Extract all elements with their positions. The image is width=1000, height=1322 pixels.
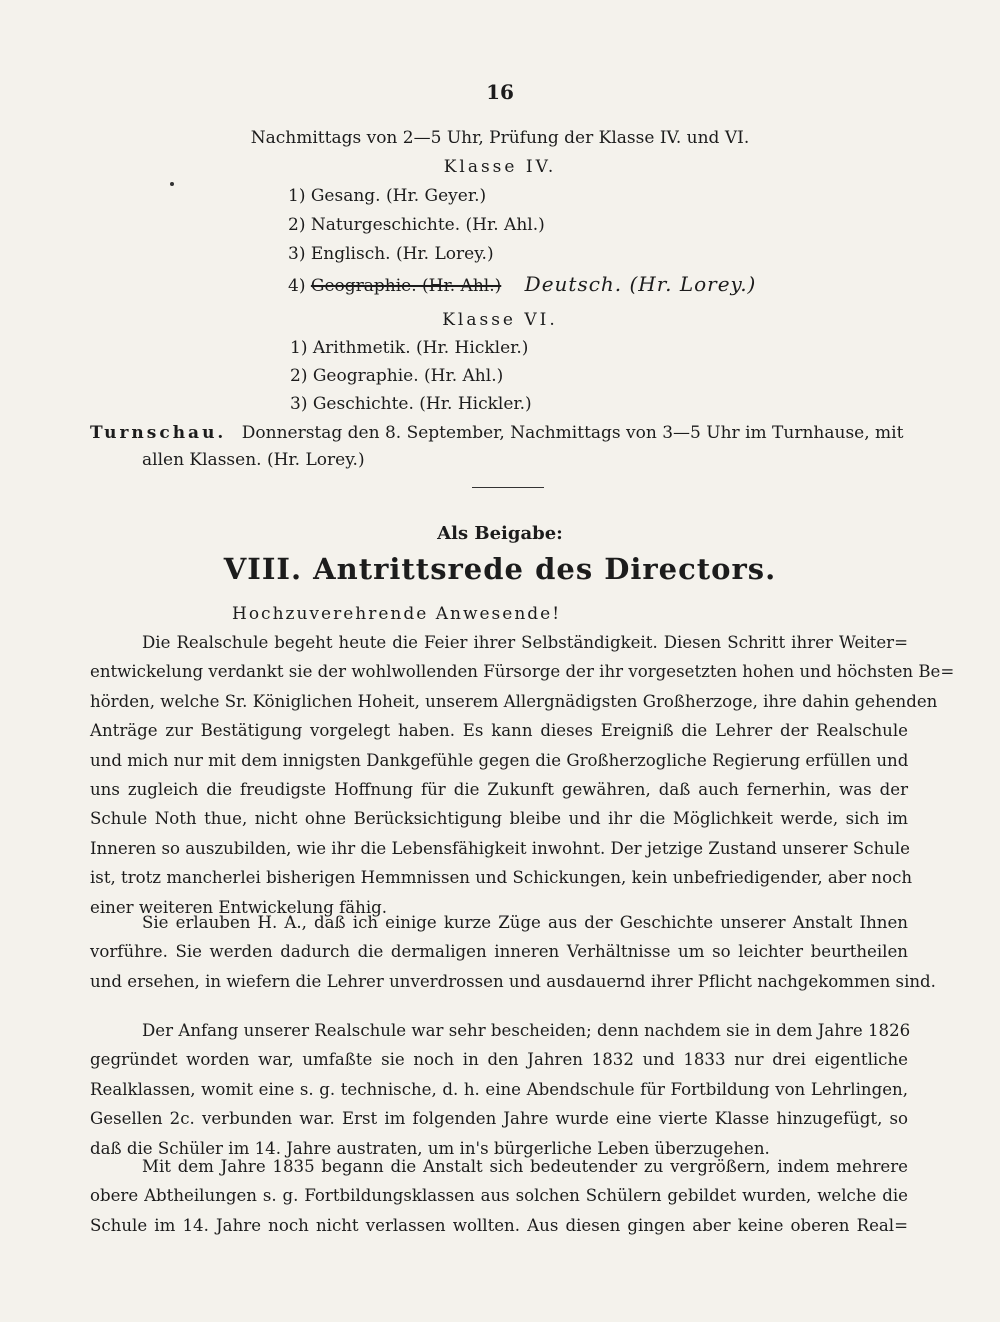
supplement-label: Als Beigabe: (437, 523, 563, 544)
paragraph-line: entwickelung verdankt sie der wohlwollenden Fürsorge der ihr vorgesetzten hohen und höchsten Be= (90, 662, 955, 682)
paragraph-line: Anträge zur Bestätigung vorgelegt haben. Es kann dieses Ereigniß die Lehrer der Realschule (90, 721, 908, 741)
paragraph-line: ist, trotz mancherlei bisherigen Hemmnissen und Schickungen, kein unbefriedigender, aber noch (90, 868, 913, 888)
class4-item-3: 3) Englisch. (Hr. Lorey.) (288, 244, 494, 264)
paragraph-line: Gesellen 2c. verbunden war. Erst im folgenden Jahre wurde eine vierte Klasse hinzugefügt, so (90, 1109, 908, 1129)
class6-title: Klasse VI. (442, 310, 558, 330)
paragraph-line: Der Anfang unserer Realschule war sehr bescheiden; denn nachdem sie in dem Jahre 1826 (142, 1021, 911, 1040)
paragraph-line: und mich nur mit dem innigsten Dankgefühle gegen die Großherzogliche Regierung erfüllen und (90, 750, 909, 770)
class4-item-4 (288, 272, 756, 296)
paragraph-2 (90, 908, 936, 996)
paragraph-line: gegründet worden war, umfaßte sie noch in den Jahren 1832 und 1833 nur drei eigentliche (90, 1050, 908, 1070)
paragraph-line: Realklassen, womit eine s. g. technische, d. h. eine Abendschule für Fortbildung von Lehrlingen, (90, 1079, 908, 1099)
page-number: 16 (486, 80, 514, 104)
paragraph-line: obere Abtheilungen s. g. Fortbildungsklassen aus solchen Schülern gebildet wurden, welche die (90, 1186, 908, 1206)
paragraph-3 (90, 1016, 911, 1163)
paragraph-line: daß die Schüler im 14. Jahre austraten, um in's bürgerliche Leben überzugehen. (90, 1138, 770, 1158)
paragraph-line: Inneren so auszubilden, wie ihr die Lebensfähigkeit inwohnt. Der jetzige Zustand unserer Schule (90, 838, 910, 858)
section-divider (472, 487, 544, 488)
class4-item-4-handwritten-correction: Deutsch. (Hr. Lorey.) (524, 272, 757, 296)
paragraph-line: Die Realschule begeht heute die Feier ihrer Selbständigkeit. Diesen Schritt ihrer Weiter= (142, 633, 908, 652)
afternoon-exam-line: Nachmittags von 2—5 Uhr, Prüfung der Klasse IV. und VI. (250, 128, 750, 148)
class4-title: Klasse IV. (443, 157, 557, 177)
turnschau-line-1 (90, 423, 903, 443)
paragraph-line: vorführe. Sie werden dadurch die dermaligen inneren Verhältnisse um so leichter beurtheilen (90, 942, 908, 962)
class4-item-4-struck-text: Geographie. (Hr. Ahl.) (310, 276, 502, 296)
paragraph-line: Mit dem Jahre 1835 begann die Anstalt sich bedeutender zu vergrößern, indem mehrere (142, 1157, 908, 1176)
class6-item-1: 1) Arithmetik. (Hr. Hickler.) (290, 338, 529, 358)
paragraph-line: einer weiteren Entwickelung fähig. (90, 897, 388, 917)
paragraph-line: uns zugleich die freudigste Hoffnung für die Zukunft gewähren, daß auch fernerhin, was der (90, 780, 908, 800)
paragraph-line: Schule im 14. Jahre noch nicht verlassen wollten. Aus diesen gingen aber keine oberen Real= (90, 1215, 908, 1235)
turnschau-label: Turnschau. (90, 423, 227, 443)
class4-item-2: 2) Naturgeschichte. (Hr. Ahl.) (288, 215, 545, 235)
salutation: Hochzuverehrende Anwesende! (232, 604, 562, 624)
paragraph-line: hörden, welche Sr. Königlichen Hoheit, unserem Allergnädigsten Großherzoge, ihre dahin gehenden (90, 691, 938, 711)
class4-item-4-number: 4) (288, 276, 306, 296)
class4-item-1: 1) Gesang. (Hr. Geyer.) (288, 186, 487, 206)
class6-item-2: 2) Geographie. (Hr. Ahl.) (290, 366, 504, 386)
turnschau-line-2: allen Klassen. (Hr. Lorey.) (142, 450, 365, 470)
section-heading: VIII. Antrittsrede des Directors. (223, 552, 777, 586)
paragraph-line: Sie erlauben H. A., daß ich einige kurze Züge aus der Geschichte unserer Anstalt Ihnen (142, 913, 908, 932)
turnschau-text: Donnerstag den 8. September, Nachmittags von 3—5 Uhr im Turnhause, mit (241, 423, 904, 443)
paragraph-line: und ersehen, in wiefern die Lehrer unverdrossen und ausdauernd ihrer Pflicht nachgekommen sind. (90, 971, 936, 991)
paragraph-line: Schule Noth thue, nicht ohne Berücksichtigung bleibe und ihr die Möglichkeit werde, sich im (90, 809, 908, 829)
paragraph-1 (90, 628, 955, 922)
paragraph-4 (90, 1152, 908, 1240)
class6-item-3: 3) Geschichte. (Hr. Hickler.) (290, 394, 532, 414)
bullet-mark (170, 182, 174, 186)
